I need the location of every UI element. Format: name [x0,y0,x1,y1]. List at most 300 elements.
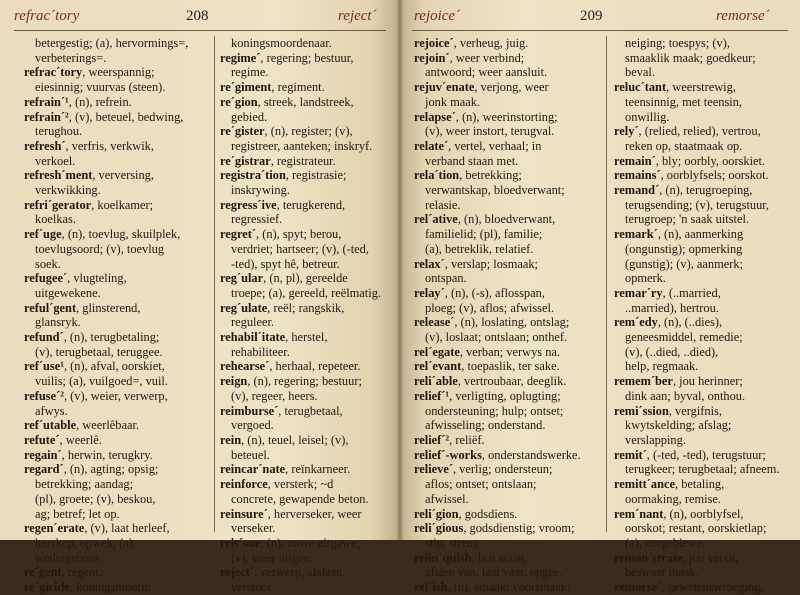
right-page [400,0,800,595]
entry-continuation [614,65,798,80]
definition: regressief. [231,212,283,227]
definition: , bly; oorbly, oorskiet. [655,153,766,168]
headword: remit´ [614,447,647,462]
definition: , herwin, terugkry. [61,447,153,462]
entry-continuation [220,110,398,125]
definition: , (n), register; (v), [264,124,353,139]
dictionary-entry [414,212,602,227]
entry-continuation [614,345,798,360]
definition: , (n), refrein. [68,94,132,109]
headword: re´gister [220,124,265,139]
definition: , regering; bestuur, [260,50,354,65]
dictionary-entry [220,565,398,580]
entry-continuation [614,301,798,316]
dictionary-entry [614,168,798,183]
headword: remon´strate [614,550,683,565]
entry-continuation [24,404,210,419]
entry-continuation [614,359,798,374]
entry-continuation [220,580,398,595]
headword: regret´ [220,227,256,242]
left-guideword-last: reject´ [338,8,377,24]
definition: gebied. [231,109,268,124]
headword: regen´erate [24,521,85,536]
headword: reli´gious [414,521,464,536]
headword: regain´ [24,447,62,462]
headword: ref´utable [24,418,77,433]
entry-continuation [614,51,798,66]
entry-continuation [24,257,210,272]
headword: refrain´² [24,109,69,124]
dictionary-entry [24,95,210,110]
entry-continuation [414,301,602,316]
dictionary-entry [414,80,602,95]
definition: , (n), loslating, ontslag; [454,315,570,330]
headword: re´gistrar [220,153,271,168]
definition: , jou versit, [682,550,739,565]
headword: rely´ [614,124,639,139]
definition: reguleer. [231,315,274,330]
definition: (v), regeer, heers. [231,388,318,403]
dictionary-entry [414,286,602,301]
dictionary-entry [24,271,210,286]
headword: rein [220,432,242,447]
definition: , weerlê. [59,432,102,447]
definition: , oorblyfsels; oorskot. [660,168,769,183]
headword: regress´ive [220,197,277,212]
dictionary-entry [614,315,798,330]
left-header-rule [14,30,386,31]
dictionary-entry [414,521,602,536]
entry-continuation [220,286,398,301]
headword: rem´nant [614,506,664,521]
definition: stip, streng. [425,535,483,550]
headword: reluc´tant [614,80,667,95]
dictionary-entry [220,404,398,419]
definition: , (n), toevlug, skuilplek, [61,227,181,242]
dictionary-entry [220,168,398,183]
definition: rehabiliteer. [231,344,290,359]
entry-continuation [24,286,210,301]
dictionary-entry [220,80,398,95]
definition: , (n), teuel, leisel; (v), [241,432,349,447]
definition: (v), weer instort, terugval. [425,124,555,139]
definition: ag; betref; let op. [35,506,120,521]
definition: (v), weer uitgee. [231,550,313,565]
definition: , terugbetaal, [278,403,343,418]
dictionary-entry [414,507,602,522]
definition: , vlugteling, [67,271,127,286]
dictionary-entry [24,301,210,316]
headword: reli´gion [414,506,459,521]
dictionary-entry [414,51,602,66]
entry-continuation [220,521,398,536]
headword: relief´¹ [414,388,450,403]
definition: , (n), bloedverwant, [457,212,556,227]
definition: oorskot; restant, oorskietlap; [625,521,767,536]
definition: verbeterings=. [35,50,107,65]
definition: , weerlêbaar. [76,418,140,433]
definition: (a), oorgeblewe. [625,535,706,550]
headword: reign [220,374,248,389]
definition: beswaar maak. [625,565,699,580]
definition: , regent. [61,565,102,580]
headword: rel´ative [414,212,458,227]
definition: verwantskap, bloedverwant; [425,183,565,198]
right-guideword-last: remorse´ [716,8,770,24]
headword: rejoin´ [414,50,450,65]
definition: dink aan; byval, onthou. [625,388,746,403]
headword: reg´ulate [220,300,268,315]
definition: , weerspannig; [82,65,155,80]
dictionary-entry [414,345,602,360]
dictionary-entry [220,154,398,169]
definition: , (n), nuwe uitgawe; [260,535,360,550]
entry-continuation [220,345,398,360]
entry-continuation [614,271,798,286]
headword: regard´ [24,462,64,477]
definition: relasie. [425,197,461,212]
dictionary-entry [414,551,602,566]
definition: , godsdienstig; vroom; [463,521,575,536]
headword: regime´ [220,50,261,65]
dictionary-entry [24,433,210,448]
definition: , laat staan, [471,550,528,565]
entry-continuation [614,418,798,433]
definition: (v), terugbetaal, teruggee. [35,344,163,359]
headword: rejoice´ [414,36,454,50]
definition: herskep, opwek; (a), [35,535,137,550]
headword: reject´ [220,565,255,580]
definition: , (n), aanmerking [657,227,744,242]
definition: , verheug, juig. [453,36,529,50]
definition: verstoot. [231,580,275,595]
dictionary-entry [24,139,210,154]
definition: , verban; verwys na. [459,344,560,359]
definition: smaaklik maak; goedkeur; [625,50,756,65]
definition: , godsdiens. [458,506,518,521]
definition: opmerk. [625,271,666,286]
right-column-divider [606,36,607,532]
left-page-number: 208 [186,8,209,24]
definition: onwillig. [625,109,670,124]
entry-continuation [24,183,210,198]
headword: rela´tion [414,168,460,183]
headword: refugee´ [24,271,68,286]
left-guideword-first: refrac´tory [14,8,80,24]
definition: afwisseling; onderstand. [425,418,546,433]
dictionary-entry [614,580,798,595]
definition: (a), betreklik, relatief. [425,241,534,256]
headword: relin´quish [414,550,472,565]
headword: refresh´ [24,138,66,153]
dictionary-entry [614,183,798,198]
dictionary-entry [414,580,602,595]
headword: remem´ber [614,374,673,389]
entry-continuation [414,242,602,257]
definition: , (n, pl), gereelde [263,271,348,286]
entry-continuation [24,242,210,257]
definition: , registrasie; [285,168,347,183]
dictionary-entry [24,521,210,536]
entry-continuation [414,404,602,419]
entry-continuation [414,65,602,80]
dictionary-entry [24,389,210,404]
dictionary-entry [414,315,602,330]
dictionary-entry [614,507,798,522]
dictionary-entry [24,168,210,183]
definition: , (n), terugbetaling; [63,330,160,345]
entry-continuation [24,345,210,360]
dictionary-entry [220,330,398,345]
definition: glansryk. [35,315,81,330]
definition: terugkeer; terugbetaal; afneem. [625,462,780,477]
headword: re´gent [24,565,62,580]
dictionary-entry [24,330,210,345]
definition: , (n), weerinstorting; [455,109,558,124]
headword: relay´ [414,285,445,300]
definition: registreer, aanteken; inskryf. [231,138,373,153]
definition: , registrateur. [270,153,336,168]
dictionary-entry [24,418,210,433]
definition: vergoed. [231,418,274,433]
definition: koningsmoordenaar. [231,36,332,50]
definition: , (n), oorblyfsel, [663,506,744,521]
entry-continuation [414,536,602,551]
definition: , koelkamer; [91,197,154,212]
entry-continuation [220,242,398,257]
definition: , (relied, relied), vertrou, [638,124,761,139]
dictionary-entry [24,565,210,580]
dictionary-entry [614,227,798,242]
headword: refuse´² [24,388,64,403]
headword: remi´ssion [614,403,669,418]
entry-continuation [24,315,210,330]
dictionary-entry [220,124,398,139]
entry-continuation [414,271,602,286]
definition: eiesinnig; vuurvas (steen). [35,80,166,95]
headword: refute´ [24,432,60,447]
entry-continuation [24,36,210,51]
headword: ref´use¹ [24,359,64,374]
entry-continuation [414,330,602,345]
entry-continuation [220,492,398,507]
definition: geneesmiddel, remedie; [625,330,743,345]
definition: , (n), afval, oorskiet, [63,359,165,374]
entry-continuation [220,65,398,80]
headword: reis´sue [220,535,261,550]
dictionary-entry [414,448,602,463]
definition: , vergifnis, [668,403,722,418]
definition: concrete, gewapende beton. [231,491,369,506]
definition: (ongunstig); opmerking [625,241,743,256]
definition: verkwikking. [35,183,101,198]
entry-continuation [24,507,210,522]
entry-continuation [220,139,398,154]
dictionary-entry [414,139,602,154]
definition: , (v), weier, verwerp, [63,388,168,403]
dictionary-entry [614,124,798,139]
entry-continuation [24,212,210,227]
entry-continuation [614,212,798,227]
dictionary-entry [24,448,210,463]
dictionary-entry [220,51,398,66]
dictionary-entry [220,198,398,213]
definition: soek. [35,256,61,271]
definition: , regiment. [271,80,325,95]
definition: , reïnkarneer. [285,462,351,477]
definition: , (n), terugroeping, [659,183,753,198]
right-guideword-first: rejoice´ [414,8,461,24]
definition: , toepaslik, ter sake. [461,359,560,374]
definition: , jou herinner; [672,374,743,389]
entry-continuation [24,477,210,492]
definition: ondersteuning; hulp; ontset; [425,403,564,418]
left-column-divider [214,36,215,532]
headword: reimburse´ [220,403,279,418]
definition: , (v), laat herleef, [84,521,170,536]
definition: (v), loslaat; ontslaan; onthef. [425,330,568,345]
definition: betergestig; (a), hervormings=, [35,36,189,50]
headword: re´gicide [24,580,70,595]
definition: ..married), hertrou. [625,300,719,315]
definition: , vertroubaar, deeglik. [457,374,567,389]
dictionary-entry [220,359,398,374]
entry-continuation [24,80,210,95]
entry-continuation [614,462,798,477]
definition: , betaling, [675,477,725,492]
dictionary-entry [220,433,398,448]
entry-continuation [414,183,602,198]
entry-continuation [414,154,602,169]
definition: teensinnig, met teensin, [625,94,742,109]
definition: toevlugsoord; (v), toevlug [35,241,165,256]
dictionary-entry [414,389,602,404]
headword: reinforce [220,477,268,492]
entry-continuation [220,183,398,198]
dictionary-entry [414,110,602,125]
entry-continuation [24,154,210,169]
entry-continuation [614,330,798,345]
right-header-rule [412,30,788,31]
headword: refresh´ment [24,168,93,183]
entry-continuation [614,198,798,213]
headword: ref´uge [24,227,62,242]
dictionary-entry [24,110,210,125]
definition: afwissel. [425,491,469,506]
definition: , herstel, [285,330,328,345]
dictionary-entry [220,477,398,492]
definition: familielid; (pl), familie; [425,227,543,242]
definition: , betrekking; [459,168,522,183]
definition: , weer verbind; [449,50,525,65]
entry-continuation [414,492,602,507]
dictionary-entry [24,65,210,80]
dictionary-entry [220,462,398,477]
headword: reinsure´ [220,506,268,521]
dictionary-entry [24,462,210,477]
entry-continuation [414,124,602,139]
headword: refrac´tory [24,65,83,80]
entry-continuation [614,536,798,551]
dictionary-entry [24,227,210,242]
dictionary-entry [614,551,798,566]
entry-continuation [24,492,210,507]
headword: reg´ular [220,271,264,286]
dictionary-entry [414,433,602,448]
dictionary-entry [220,536,398,551]
definition: , (n), smaak; voorsmaak; [447,580,571,595]
definition: (pl), groete; (v), beskou, [35,491,156,506]
definition: wedergebore. [35,550,102,565]
headword: rem´edy [614,315,658,330]
headword: re´giment [220,80,272,95]
definition: uitgewekene. [35,285,101,300]
headword: remitt´ance [614,477,676,492]
definition: jonk maak. [425,94,481,109]
book-gutter [396,0,404,540]
dictionary-entry [24,580,210,595]
headword: remark´ [614,227,658,242]
entry-continuation [24,124,210,139]
definition: , reël; rangskik, [267,300,345,315]
definition: , (n), (-s), aflosspan, [444,285,545,300]
left-column-2 [220,36,398,595]
definition: verkoel. [35,153,76,168]
entry-continuation [614,242,798,257]
dictionary-entry [414,359,602,374]
definition: , (v), beteuel, bedwing, [68,109,184,124]
headword: remand´ [614,183,660,198]
definition: koelkas. [35,212,76,227]
definition: , verjong, weer [474,80,549,95]
definition: vuilis; (a), vuilgoed=, vuil. [35,374,168,389]
entry-continuation [614,95,798,110]
left-column-1 [24,36,210,595]
headword: rehearse´ [220,359,270,374]
definition: , glinsterend, [76,300,141,315]
entry-continuation [414,477,602,492]
definition: , vertel, verhaal; in [448,138,542,153]
definition: betrekking; aandag; [35,477,134,492]
headword: remains´ [614,168,661,183]
entry-continuation [24,51,210,66]
entry-continuation [220,257,398,272]
entry-continuation [614,565,798,580]
dictionary-entry [614,154,798,169]
definition: , verlig; ondersteun; [452,462,553,477]
definition: , (-ted, -ted), terugstuur; [646,447,766,462]
entry-continuation [414,227,602,242]
entry-continuation [220,212,398,227]
entry-continuation [614,110,798,125]
dictionary-entry [414,168,602,183]
definition: , streek, landstreek, [257,94,354,109]
entry-continuation [414,95,602,110]
entry-continuation [614,36,798,51]
definition: , terugkerend, [276,197,346,212]
headword: reli´able [414,374,458,389]
definition: ploeg; (v), aflos; afwissel. [425,300,555,315]
definition: terughou. [35,124,83,139]
headword: relate´ [414,138,449,153]
headword: reincar´nate [220,462,286,477]
definition: , (n), agting; opsig; [63,462,159,477]
definition: , reliëf. [449,432,485,447]
definition: , koningsmoord; [69,580,152,595]
definition: oormaking, remise. [625,491,722,506]
definition: , gewetenswroeging, [661,580,764,595]
entry-continuation [220,551,398,566]
